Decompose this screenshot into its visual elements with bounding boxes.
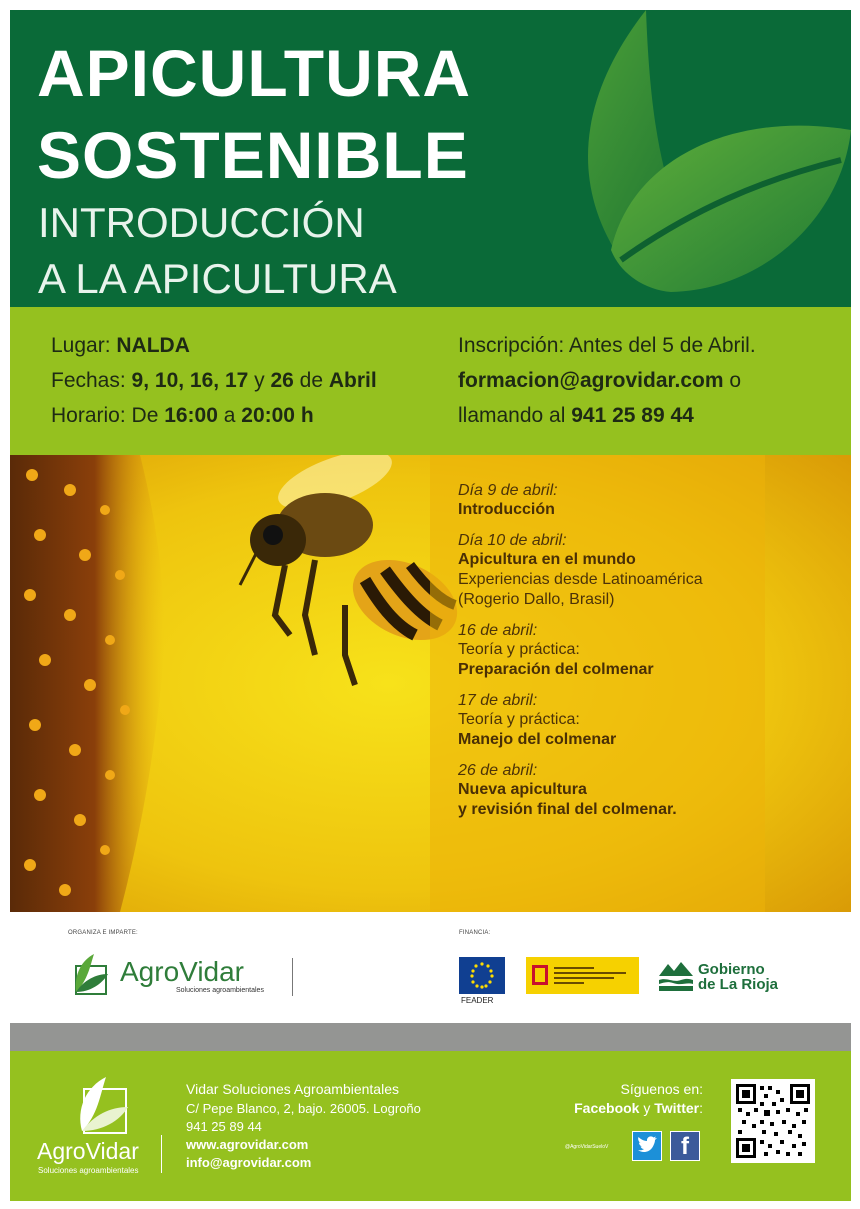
divider [161,1135,162,1173]
eu-stars-icon [459,957,505,994]
footer-address: C/ Pepe Blanco, 2, bajo. 26005. Logroño [186,1101,421,1116]
footer-leaf-icon [72,1075,130,1137]
day-title: Apicultura en el mundo [458,551,636,568]
program-day-5 [458,761,758,820]
rioja-name-line-1: Gobierno [698,961,765,978]
day-detail: (Rogerio Dallo, Brasil) [458,591,615,608]
fechas-line [51,369,377,393]
email-suffix: o [723,369,742,392]
program-day-3 [458,621,758,680]
subtitle-line-2: A LA APICULTURA [38,255,397,302]
agrovidar-name: AgroVidar [120,956,245,987]
footer [10,1051,851,1201]
financia-label: FINANCIA: [459,930,491,936]
rioja-mountain-icon [659,960,693,992]
day-title: Nueva apicultura [458,781,587,798]
divider [292,958,293,996]
facebook-button[interactable] [670,1131,700,1161]
twitter-bird-icon [633,1132,661,1160]
subtitle-line-1: INTRODUCCIÓN [38,199,365,246]
agrovidar-leaf-icon [68,952,112,996]
twitter-handle: @AgroVidarSueloV [565,1144,609,1150]
qr-code[interactable] [731,1079,815,1163]
program-day-1 [458,481,758,520]
day-date: 17 de abril: [458,692,538,709]
facebook-f-icon: f [681,1133,689,1160]
fechas-and: y [248,369,271,392]
day-detail: Experiencias desde Latinoamérica [458,571,703,588]
twitter-button[interactable] [632,1131,662,1161]
inscripcion-label: Inscripción: [458,334,569,357]
fechas-of: de [293,369,329,392]
spain-ministry-logo [526,957,639,994]
agrovidar-logo[interactable] [68,950,308,1002]
program-day-4 [458,691,758,750]
fechas-label: Fechas: [51,369,132,392]
day-title-2: y revisión final del colmenar. [458,801,677,818]
info-band [10,307,851,455]
gobierno-la-rioja-logo [659,958,784,994]
rioja-name-line-2: de La Rioja [698,976,779,993]
title-line-2: SOSTENIBLE [37,118,469,192]
phone-prefix: llamando al [458,404,572,427]
footer-tagline: Soluciones agroambientales [38,1166,139,1175]
footer-brand: AgroVidar [37,1138,139,1164]
day-date: 16 de abril: [458,622,538,639]
program-panel [430,455,765,912]
program-list [458,481,758,831]
footer-logo[interactable] [34,1075,164,1185]
qr-code-icon [736,1084,810,1158]
rioja-name [698,962,778,992]
day-detail: Teoría y práctica: [458,711,580,728]
phone-number: 941 25 89 44 [571,404,694,427]
gray-divider-band [10,1023,851,1051]
follow-twitter: Twitter [654,1100,700,1116]
follow-facebook: Facebook [574,1100,640,1116]
organiza-label: ORGANIZA E IMPARTE: [68,930,138,936]
agrovidar-tagline: Soluciones agroambientales [176,987,264,994]
day-date: Día 9 de abril: [458,482,558,499]
day-title: Introducción [458,501,555,518]
follow-networks [574,1100,703,1116]
eu-flag-logo [459,957,505,994]
horario-line [51,404,314,428]
follow-label: Síguenos en: [620,1081,703,1097]
follow-and: y [639,1100,655,1116]
horario-mid: a [217,404,242,427]
lugar-line [51,334,190,358]
day-title: Preparación del colmenar [458,661,654,678]
leaf-icon [551,10,851,307]
inscripcion-value: Antes del 5 de Abril. [568,334,756,357]
footer-web-link[interactable]: www.agrovidar.com [186,1137,309,1152]
footer-phone: 941 25 89 44 [186,1119,262,1134]
header-banner [10,10,851,307]
phone-line [458,404,694,428]
footer-company: Vidar Soluciones Agroambientales [186,1081,399,1097]
day-detail: Teoría y práctica: [458,641,580,658]
horario-end: 20:00 h [241,404,314,427]
email-link[interactable]: formacion@agrovidar.com [458,369,724,392]
fechas-days: 9, 10, 16, 17 [131,369,249,392]
spain-shield-icon [526,957,639,994]
day-date: 26 de abril: [458,762,538,779]
day-date: Día 10 de abril: [458,532,567,549]
lugar-label: Lugar: [51,334,117,357]
horario-label: Horario: De [51,404,165,427]
title-line-1: APICULTURA [37,36,472,110]
program-day-2 [458,531,758,610]
email-line [458,369,741,393]
feader-label: FEADER [461,996,494,1005]
fechas-last-day: 26 [270,369,294,392]
follow-colon: : [699,1100,703,1116]
horario-start: 16:00 [164,404,218,427]
inscripcion-line [458,334,756,358]
footer-email-link[interactable]: info@agrovidar.com [186,1155,312,1170]
lugar-value: NALDA [116,334,190,357]
day-title: Manejo del colmenar [458,731,617,748]
fechas-month: Abril [328,369,377,392]
